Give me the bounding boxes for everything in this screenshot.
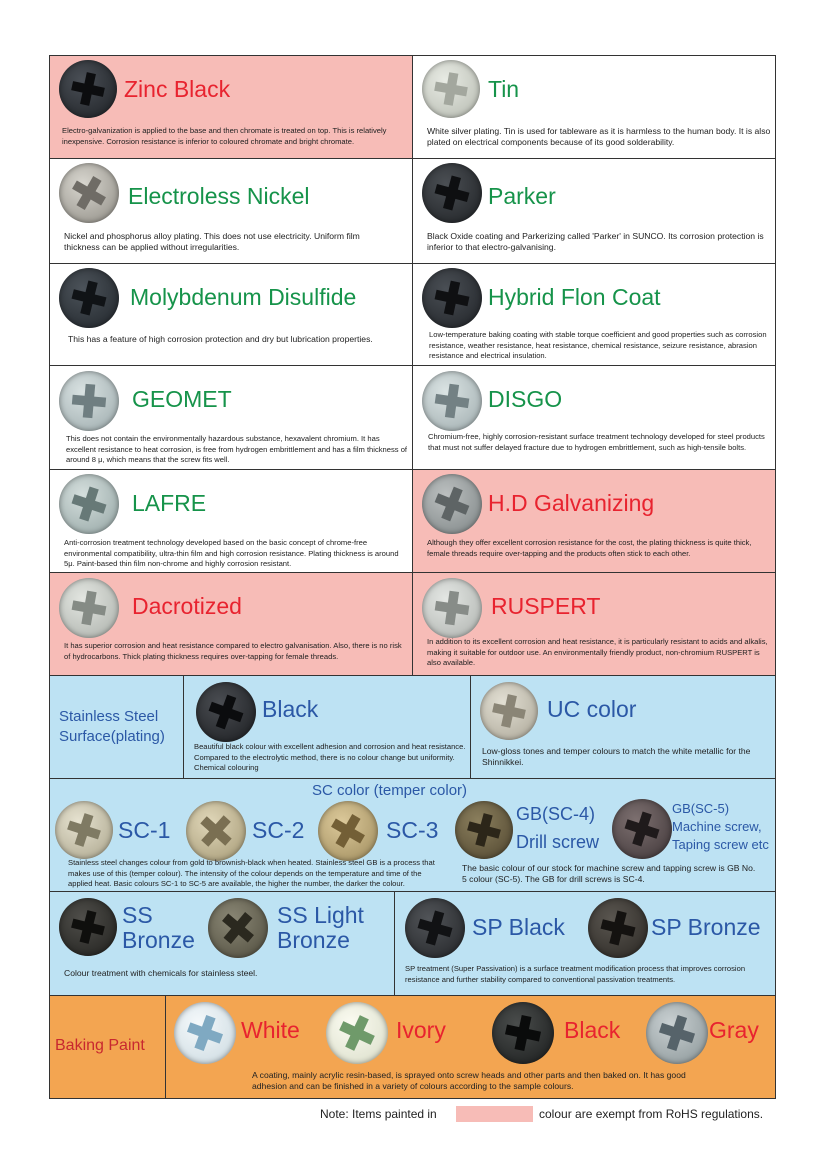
finish-desc-tin: White silver plating. Tin is used for tableware as it is harmless to the human body. It is also plated on electrical components because of its good solderability. bbox=[427, 126, 771, 147]
screw-head-sc1-icon bbox=[55, 801, 113, 859]
screw-head-hd-galvanizing-icon bbox=[422, 474, 482, 534]
stainless-label-line2: Surface(plating) bbox=[59, 728, 165, 745]
finish-desc-disgo: Chromium-free, highly corrosion-resistant surface treatment technology developed for steel products that must not suffer delayed fracture due to hydrogen embrittlement, such as high-tensile bolts. bbox=[428, 432, 765, 452]
gb-sc5-line1: GB(SC-5) bbox=[672, 801, 730, 816]
ss-bronze-line2: Bronze bbox=[122, 927, 195, 953]
finish-cell-ss-bronze bbox=[49, 891, 395, 996]
screw-head-sp-black-icon bbox=[405, 898, 465, 958]
finish-cell-disgo bbox=[412, 365, 776, 470]
uc-color-name: UC color bbox=[547, 696, 637, 722]
sc-color-cell bbox=[49, 778, 776, 892]
finish-cell-geomet bbox=[49, 365, 413, 470]
screw-head-black-paint-icon bbox=[492, 1002, 554, 1064]
finish-name-disgo: DISGO bbox=[488, 386, 563, 412]
finish-cell-hybrid-flon-coat bbox=[412, 263, 776, 366]
finish-desc-dacrotized: It has superior corrosion and heat resistance compared to electro galvanisation. Also, there is no risk of hydrocarbons. Thick plating thickness requires over-tapping for female threads. bbox=[64, 641, 402, 661]
finish-cell-uc-color bbox=[470, 675, 776, 779]
screw-head-lafre-icon bbox=[59, 474, 119, 534]
finish-cell-ruspert bbox=[412, 572, 776, 676]
finish-name-zinc-black: Zinc Black bbox=[124, 76, 231, 102]
finish-desc-zinc-black: Electro-galvanization is applied to the base and then chromate is treated on top. This is relatively inexpensive. Corrosion resistance is inferior to coloured chromate and bright chromate. bbox=[62, 126, 387, 146]
screw-head-hybrid-flon-coat-icon bbox=[422, 268, 482, 328]
screw-head-molybdenum-disulfide-icon bbox=[59, 268, 119, 328]
finish-cell-zinc-black bbox=[49, 55, 413, 159]
gb-sc5-line2: Machine screw, bbox=[672, 819, 762, 834]
finish-cell-tin bbox=[412, 55, 776, 159]
finish-cell-hd-galvanizing bbox=[412, 469, 776, 573]
screw-head-gb-sc5-icon bbox=[612, 799, 672, 859]
rohs-pink-swatch bbox=[456, 1106, 533, 1122]
gb-sc4-line2: Drill screw bbox=[516, 832, 599, 852]
screw-head-gb-sc4-icon bbox=[455, 801, 513, 859]
ss-light-bronze-line1: SS Light bbox=[277, 902, 364, 928]
finish-desc-geomet: This does not contain the environmentally hazardous substance, hexavalent chromium. It has excellent resistance to heat corrosion, is free from hydrogen embrittlement and has a film thickness of around 8 μ, which means that the screw fits well. bbox=[66, 434, 408, 464]
screw-head-ivory-paint-icon bbox=[326, 1002, 388, 1064]
ss-light-bronze-line2: Bronze bbox=[277, 927, 350, 953]
screw-head-dacrotized-icon bbox=[59, 578, 119, 638]
finish-name-ruspert: RUSPERT bbox=[491, 593, 601, 619]
sp-black-name: SP Black bbox=[472, 914, 565, 940]
finish-desc-ruspert: In addition to its excellent corrosion and heat resistance, it is particularly resistant to acids and alkalis, making it suitable for outdoor use. An environmentally friendly product, non-chromium RUSPERT is also available. bbox=[427, 637, 768, 667]
stainless-black-name: Black bbox=[262, 696, 319, 722]
finish-name-dacrotized: Dacrotized bbox=[132, 593, 242, 619]
sc-desc-right: The basic colour of our stock for machine screw and tapping screw is GB No. 5 colour (SC-5). The GB for drill screws is SC-4. bbox=[462, 863, 756, 884]
screw-head-zinc-black-icon bbox=[59, 60, 117, 118]
ss-desc: Colour treatment with chemicals for stainless steel. bbox=[64, 968, 258, 978]
finish-desc-molybdenum-disulfide: This has a feature of high corrosion protection and dry but lubrication properties. bbox=[68, 334, 373, 344]
finish-name-electroless-nickel: Electroless Nickel bbox=[128, 183, 310, 209]
screw-head-ss-light-bronze-icon bbox=[208, 898, 268, 958]
finish-cell-molybdenum-disulfide bbox=[49, 263, 413, 366]
black-paint-name: Black bbox=[564, 1017, 621, 1043]
screw-head-disgo-icon bbox=[422, 371, 482, 431]
sc-color-title: SC color (temper color) bbox=[312, 782, 468, 799]
sc1-name: SC-1 bbox=[118, 817, 171, 843]
finish-desc-electroless-nickel: Nickel and phosphorus alloy plating. This does not use electricity. Uniform film thickness can be applied without irregularities. bbox=[64, 231, 360, 252]
sp-bronze-name: SP Bronze bbox=[651, 914, 761, 940]
stainless-label-cell bbox=[49, 675, 184, 779]
finish-desc-parker: Black Oxide coating and Parkerizing called 'Parker' in SUNCO. Its corrosion protection is inferior to that electro-galvanising. bbox=[427, 231, 764, 252]
screw-head-sc3-icon bbox=[318, 801, 378, 861]
screw-head-geomet-icon bbox=[59, 371, 119, 431]
screw-head-stainless-black-icon bbox=[196, 682, 256, 742]
white-paint-name: White bbox=[241, 1017, 300, 1043]
finish-cell-dacrotized bbox=[49, 572, 413, 676]
baking-paint-desc: A coating, mainly acrylic resin-based, is sprayed onto screw heads and other parts and then baked on. It has good adhesion and can be finished in a variety of colours according to the sample colours. bbox=[252, 1070, 686, 1091]
stainless-label-line1: Stainless Steel bbox=[59, 708, 159, 725]
gb-sc5-line3: Taping screw etc bbox=[672, 837, 769, 852]
screw-head-sc2-icon bbox=[186, 801, 246, 861]
screw-head-white-paint-icon bbox=[174, 1002, 236, 1064]
finish-desc-lafre: Anti-corrosion treatment technology developed based on the basic concept of chrome-free environmental compatibility, ultra-thin film and high corrosion resistance. Plating thickness is around 5μ. Paint-based thin film non-chrome and highly corrosion resistant. bbox=[64, 538, 399, 568]
finish-desc-hybrid-flon-coat: Low-temperature baking coating with stable torque coefficient and good properties such as corrosion resistance, weather resistance, heat resistance, chemical resistance, seizure resistance, abrasion resistance and electrical insulation. bbox=[429, 330, 767, 360]
finish-name-geomet: GEOMET bbox=[132, 386, 232, 412]
sc-desc-left: Stainless steel changes colour from gold to brownish-black when heated. Stainless steel GB is a process that makes use of this (temper colour). The intensity of the colour depends on the temperature and time of the applied heat. Basic colours SC-1 to SC-5 are available, the higher the number, the darker the colour. bbox=[68, 858, 435, 888]
finish-name-lafre: LAFRE bbox=[132, 490, 207, 516]
screw-head-sp-bronze-icon bbox=[588, 898, 648, 958]
stainless-black-desc: Beautiful black colour with excellent adhesion and corrosion and heat resistance. Compared to the electrolytic method, there is no colour change but uniformity. Chemical colouring bbox=[194, 742, 466, 772]
finish-name-hd-galvanizing: H.D Galvanizing bbox=[488, 490, 655, 516]
screw-head-ruspert-icon bbox=[422, 578, 482, 638]
gray-paint-name: Gray bbox=[709, 1017, 759, 1043]
screw-head-electroless-nickel-icon bbox=[59, 163, 119, 223]
screw-head-uc-color-icon bbox=[480, 682, 538, 740]
rohs-note-before: Note: Items painted in bbox=[320, 1107, 437, 1121]
finish-cell-stainless-black bbox=[183, 675, 471, 779]
finish-name-molybdenum-disulfide: Molybdenum Disulfide bbox=[130, 284, 357, 310]
rohs-note-after: colour are exempt from RoHS regulations. bbox=[539, 1107, 764, 1121]
sc2-name: SC-2 bbox=[252, 817, 305, 843]
finish-cell-lafre bbox=[49, 469, 413, 573]
finish-name-hybrid-flon-coat: Hybrid Flon Coat bbox=[488, 284, 661, 310]
uc-color-desc: Low-gloss tones and temper colours to match the white metallic for the Shinnikkei. bbox=[482, 746, 751, 767]
screw-head-tin-icon bbox=[422, 60, 480, 118]
screw-head-parker-icon bbox=[422, 163, 482, 223]
screw-head-gray-paint-icon bbox=[646, 1002, 708, 1064]
finish-name-tin: Tin bbox=[488, 76, 520, 102]
baking-paint-label: Baking Paint bbox=[55, 1037, 145, 1054]
finish-cell-sp bbox=[394, 891, 776, 996]
sc3-name: SC-3 bbox=[386, 817, 439, 843]
finish-cell-parker bbox=[412, 158, 776, 264]
finish-desc-hd-galvanizing: Although they offer excellent corrosion resistance for the cost, the plating thickness is quite thick, female threads require over-tapping and the products often stick to each other. bbox=[427, 538, 752, 558]
screw-head-ss-bronze-icon bbox=[59, 898, 117, 956]
finish-cell-electroless-nickel bbox=[49, 158, 413, 264]
ivory-paint-name: Ivory bbox=[396, 1017, 446, 1043]
gb-sc4-line1: GB(SC-4) bbox=[516, 804, 596, 824]
baking-paint-cell bbox=[165, 995, 776, 1099]
ss-bronze-line1: SS bbox=[122, 902, 153, 928]
finish-name-parker: Parker bbox=[488, 183, 556, 209]
baking-label-cell bbox=[49, 995, 166, 1099]
sp-desc: SP treatment (Super Passivation) is a surface treatment modification process that improves corrosion resistance and further stability compared to conventional passivation treatments. bbox=[405, 964, 746, 984]
